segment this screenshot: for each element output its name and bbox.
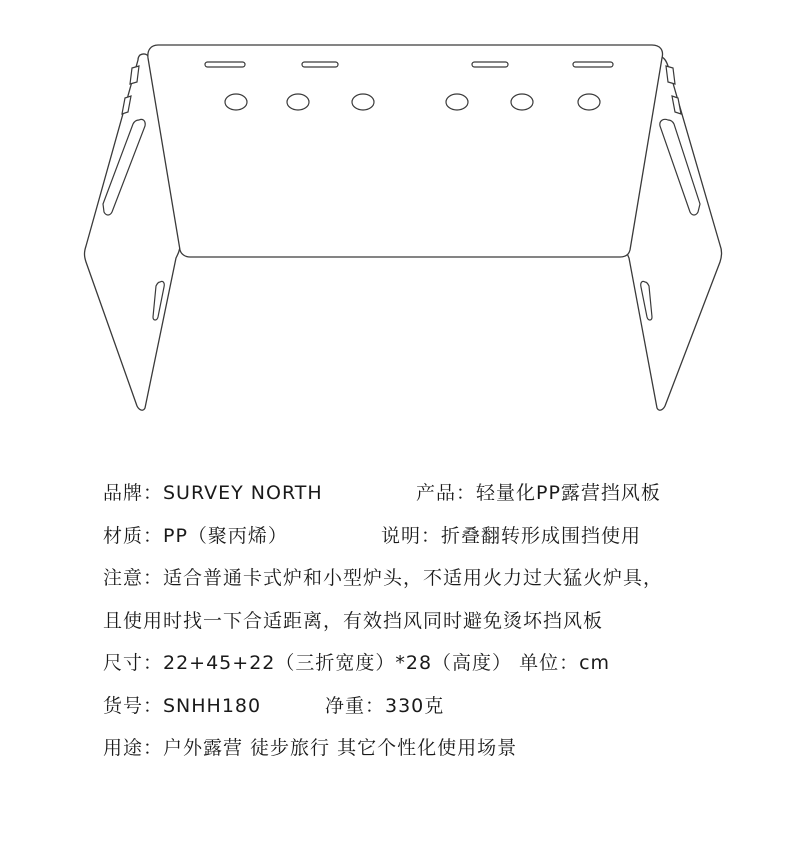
hole-6 <box>578 94 600 110</box>
spec-row-item-weight <box>103 685 783 728</box>
slot-1 <box>205 62 245 67</box>
spec-row-note-1 <box>103 557 783 600</box>
product-specs <box>103 472 783 770</box>
note-text-line-2: 且使用时找一下合适距离，有效挡风同时避免烫坏挡风板 <box>103 609 604 632</box>
left-slot-top-1 <box>130 66 139 84</box>
spec-row-brand-product <box>103 472 783 515</box>
slot-3 <box>472 62 508 67</box>
slot-4 <box>573 62 613 67</box>
spec-row-note-2 <box>103 600 783 643</box>
spec-row-size <box>103 642 783 685</box>
size-text: 尺寸：22+45+22（三折宽度）*28（高度） 单位：cm <box>103 652 611 674</box>
slot-2 <box>302 62 338 67</box>
net-weight-text: 净重：330克 <box>325 694 445 717</box>
product-name-text: 产品：轻量化PP露营挡风板 <box>416 482 661 504</box>
material-text: 材质：PP（聚丙烯） <box>103 524 288 547</box>
hole-5 <box>511 94 533 110</box>
hole-4 <box>446 94 468 110</box>
item-number-text: 货号：SNHH180 <box>103 694 262 717</box>
windshield-illustration <box>0 0 800 430</box>
brand-text: 品牌：SURVEY NORTH <box>103 482 323 504</box>
center-panel <box>148 45 663 257</box>
hole-1 <box>225 94 247 110</box>
note-text-line-1: 注意：适合普通卡式炉和小型炉头，不适用火力过大猛火炉具， <box>103 567 664 589</box>
spec-row-usage <box>103 727 783 770</box>
usage-text: 用途：户外露营 徒步旅行 其它个性化使用场景 <box>103 737 518 759</box>
right-slot-top-1 <box>666 66 675 84</box>
spec-row-material-description <box>103 515 783 558</box>
description-text: 说明：折叠翻转形成围挡使用 <box>381 524 642 547</box>
hole-2 <box>287 94 309 110</box>
hole-3 <box>352 94 374 110</box>
